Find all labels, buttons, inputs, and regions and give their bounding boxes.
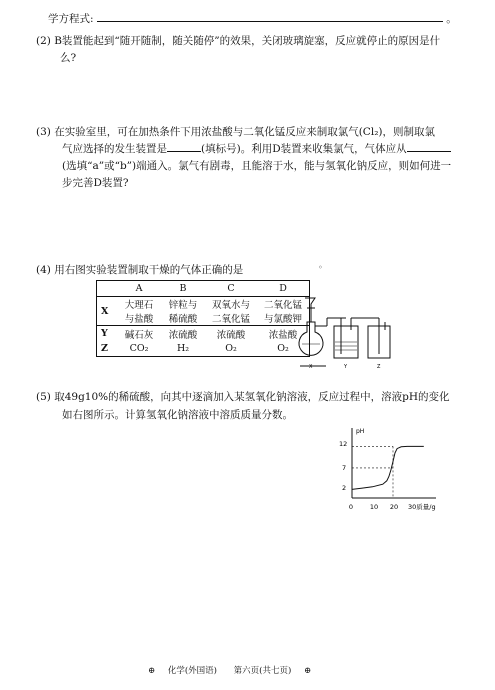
- row-label: X: [97, 297, 117, 326]
- q3-line2-b: (填标号)。利用D装置来收集氯气，气体应从: [201, 143, 407, 155]
- q5-line1: (5) 取49g10%的稀硫酸，向其中逐滴加入某氢氧化钠溶液，反应过程中，溶液pH的变化: [36, 391, 450, 403]
- table-cell: [117, 297, 161, 326]
- cell-top: 锌粒与: [168, 300, 198, 311]
- q3-line1: (3) 在实验室里，可在加热条件下用浓盐酸与二氧化锰反应来制取氯气(Cl₂)，则制取氯: [36, 126, 436, 138]
- q4-table: [97, 281, 309, 356]
- header-cell: [97, 281, 117, 297]
- x-tick-label: 0: [348, 503, 354, 511]
- y-tick-label: 2: [342, 484, 347, 492]
- row-label: Z: [101, 343, 108, 354]
- y-tick-label: 12: [339, 440, 348, 448]
- cell-top: 二氧化锰: [263, 300, 302, 311]
- row-label: Y: [101, 328, 108, 339]
- intro-label: 学方程式:: [48, 13, 94, 25]
- q2-line1: (2) B装置能起到“随开随制，随关随停”的效果，关闭玻璃旋塞，反应就停止的原因是什: [36, 35, 441, 47]
- flask-x: [299, 322, 323, 355]
- table-cell: H₂: [176, 343, 190, 354]
- cell-top: 双氧水与: [211, 300, 250, 311]
- intro-line: [48, 11, 457, 26]
- footer-mark-left: ⊕: [148, 666, 156, 676]
- table-header-row: [97, 281, 309, 297]
- header-cell: D: [257, 281, 309, 297]
- table-cell: [161, 297, 205, 326]
- footer-subject: 化学(外国语): [167, 666, 217, 676]
- q4-side-mark: ◦: [318, 263, 323, 272]
- header-cell: C: [205, 281, 257, 297]
- table-row: [97, 326, 309, 342]
- gas-apparatus-diagram: [296, 288, 400, 370]
- footer-mark-right: ⊕: [304, 666, 312, 676]
- q5-line2: 如右图所示。计算氢氧化钠溶液中溶质质量分数。: [62, 409, 293, 421]
- q4-table-frame: [96, 280, 310, 357]
- q3-line3: (选填“a”或“b”)端通入。氯气有剧毒，且能溶于水，能与氢氧化钠反应，则如何进一: [62, 160, 452, 172]
- cell-bottom: 稀硫酸: [168, 314, 198, 325]
- cell-bottom: 与氯酸钾: [263, 314, 302, 325]
- table-cell: CO₂: [129, 343, 149, 354]
- table-cell: 浓硫酸: [168, 329, 198, 341]
- separatory-funnel: [305, 298, 315, 322]
- y-axis-title: pH: [356, 428, 365, 435]
- table-cell: 碱石灰: [124, 329, 154, 341]
- apparatus-label-x: X: [309, 364, 313, 370]
- table-cell: O₂: [225, 343, 237, 354]
- table-cell: 浓硫酸: [216, 329, 246, 341]
- q4-text: (4) 用右图实验装置制取干燥的气体正确的是: [36, 264, 244, 276]
- footer-page-number: 第六页(共七页): [233, 666, 292, 676]
- ph-chart: [330, 424, 446, 516]
- cell-bottom: 与盐酸: [124, 314, 154, 325]
- ph-curve: [352, 446, 424, 489]
- q3-line2: [62, 141, 451, 156]
- table-row: [97, 297, 309, 326]
- table-row: [97, 341, 309, 356]
- x-tick-label: 10: [369, 503, 379, 511]
- apparatus-label-y: Y: [344, 364, 348, 370]
- table-cell: [205, 297, 257, 326]
- x-tick-label: 30质量/g: [408, 503, 436, 511]
- y-tick-label: 7: [342, 464, 347, 472]
- table-cell: 浓盐酸: [268, 329, 298, 341]
- cell-bottom: 二氧化锰: [211, 314, 250, 325]
- generator-blank[interactable]: [167, 151, 201, 152]
- intro-end-mark: 。: [446, 13, 457, 25]
- cell-top: 大理石: [124, 300, 154, 311]
- q3-line2-a: 气应选择的发生装置是: [62, 143, 167, 155]
- x-tick-label: 20: [389, 503, 399, 511]
- inlet-blank[interactable]: [407, 151, 451, 152]
- answer-blank[interactable]: [97, 21, 443, 22]
- header-cell: B: [161, 281, 205, 297]
- apparatus-label-z: Z: [377, 364, 381, 370]
- page-footer: [148, 664, 311, 676]
- q2-line2: 么?: [60, 52, 77, 64]
- table-cell: O₂: [277, 343, 289, 354]
- q3-line4: 步完善D装置?: [62, 177, 129, 189]
- header-cell: A: [117, 281, 161, 297]
